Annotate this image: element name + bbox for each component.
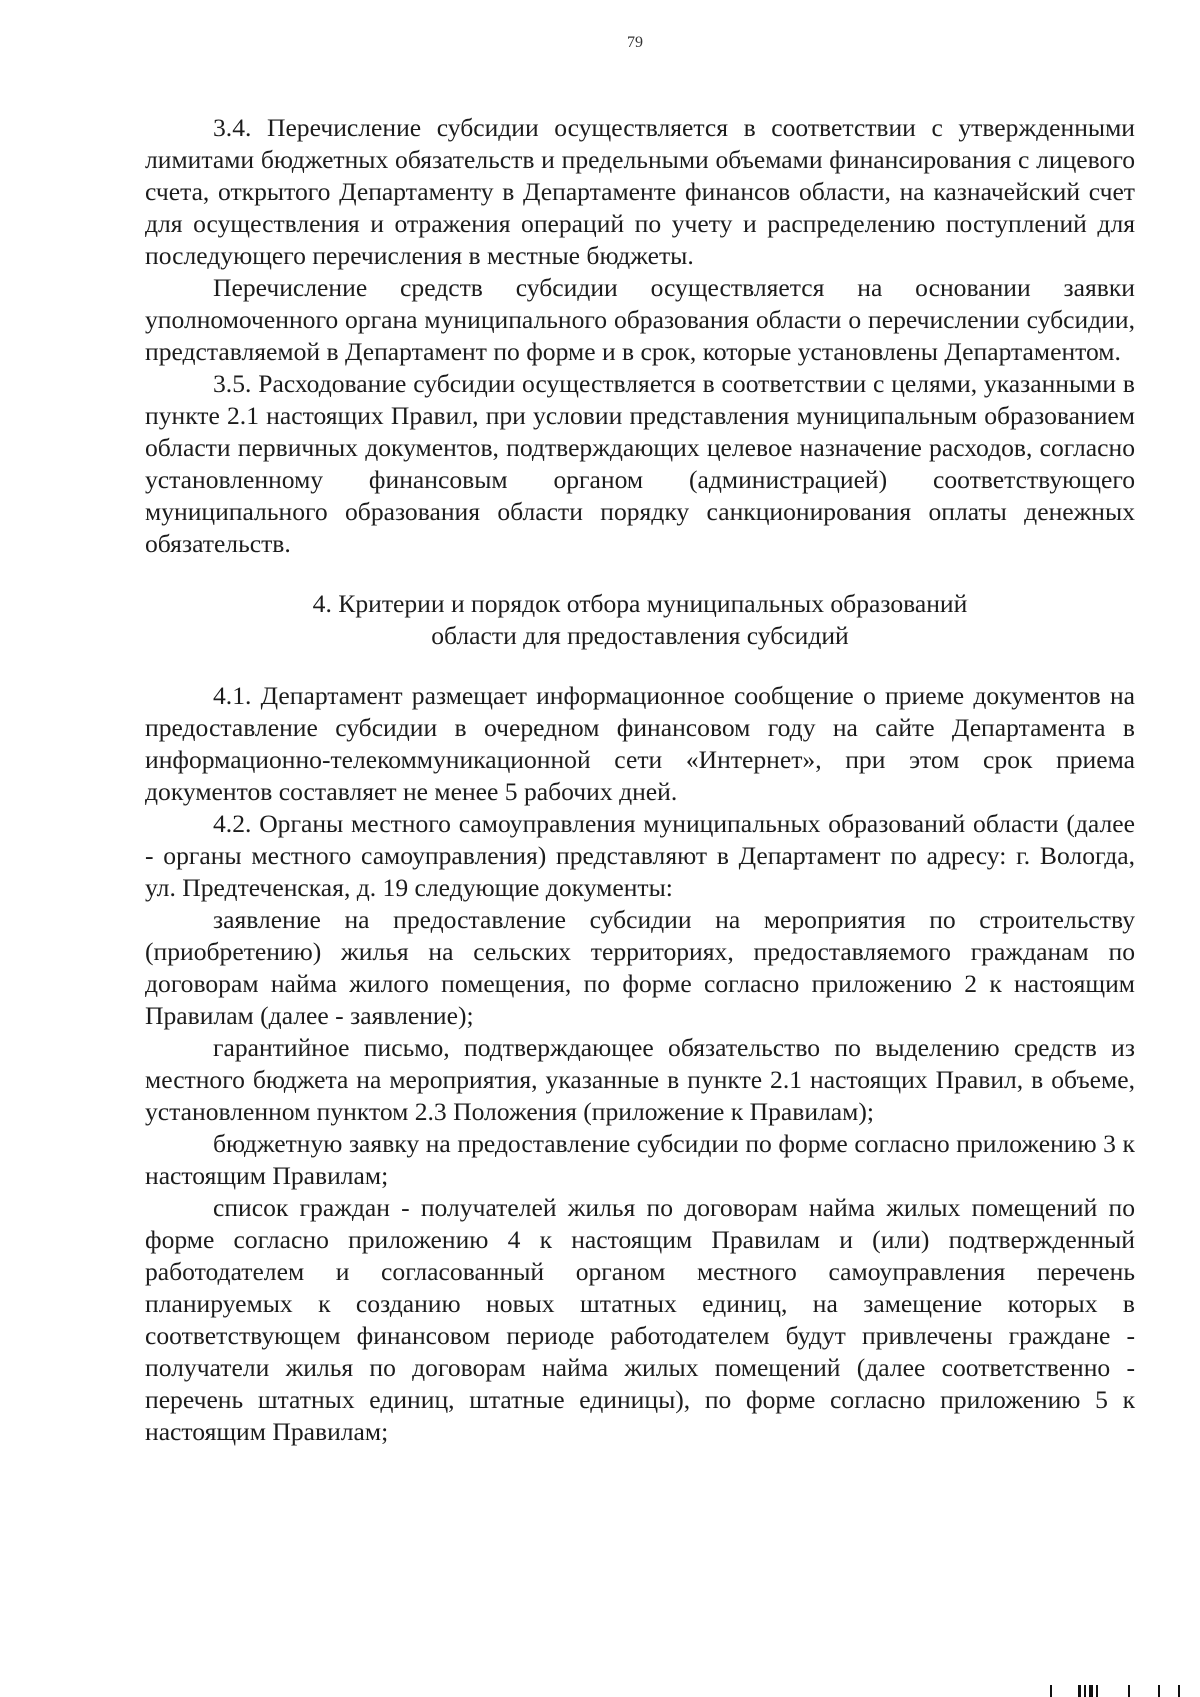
list-item-application: заявление на предоставление субсидии на мероприятия по строительству (приобретению) жилья на сельских территориях, предоставляемого гражданам по договорам найма жилого помещения, по форме согласно приложению 2 к настоящим Правилам (далее - заявление); (145, 905, 1135, 1030)
section-heading-line-1: 4. Критерии и порядок отбора муниципальных образований (312, 589, 968, 618)
paragraph-3-5: 3.5. Расходование субсидии осуществляется в соответствии с целями, указанными в пункте 2.1 настоящих Правил, при условии представления муниципальным образованием области первичных документов, подтверждающих целевое назначение расходов, согласно установленному финансовым органом (администрацией) соответствующего муниципального образования области порядку санкционирования оплаты денежных обязательств. (145, 369, 1135, 558)
paragraph-4-2: 4.2. Органы местного самоуправления муниципальных образований области (далее - органы местного самоуправления) представляют в Департамент по адресу: г. Вологда, ул. Предтеченская, д. 19 следующие документы: (145, 809, 1135, 902)
list-item-guarantee-letter: гарантийное письмо, подтверждающее обязательство по выделению средств из местного бюджета на мероприятия, указанные в пункте 2.1 настоящих Правил, в объеме, установленном пунктом 2.3 Положения (приложение к Правилам); (145, 1033, 1135, 1126)
page-number: 79 (627, 34, 643, 51)
section-heading-line-2: области для предоставления субсидий (431, 621, 849, 650)
list-item-budget-request: бюджетную заявку на предоставление субсидии по форме согласно приложению 3 к настоящим Правилам; (145, 1129, 1135, 1190)
section-heading (145, 588, 1135, 652)
document-body (145, 112, 1135, 1448)
paragraph-3-4-transfer: Перечисление средств субсидии осуществляется на основании заявки уполномоченного органа муниципального образования области о перечислении субсидии, представляемой в Департамент по форме и в срок, которые установлены Департаментом. (145, 273, 1135, 366)
paragraph-4-1: 4.1. Департамент размещает информационное сообщение о приеме документов на предоставление субсидии в очередном финансовом году на сайте Департамента в информационно-телекоммуникационной сети «Интернет», при этом срок приема документов составляет не менее 5 рабочих дней. (145, 681, 1135, 806)
list-item-citizens-list: список граждан - получателей жилья по договорам найма жилых помещений по форме согласно приложению 4 к настоящим Правилам и (или) подтвержденный работодателем и согласованный органом местного самоуправления перечень планируемых к созданию новых штатных единиц, на замещение которых в соответствующем финансовом периоде работодателем будут привлечены граждане - получатели жилья по договорам найма жилых помещений (далее соответственно - перечень штатных единиц, штатные единицы), по форме согласно приложению 5 к настоящим Правилам; (145, 1193, 1135, 1446)
barcode-fragment (1048, 1681, 1188, 1697)
paragraph-3-4: 3.4. Перечисление субсидии осуществляется в соответствии с утвержденными лимитами бюджетных обязательств и предельными объемами финансирования с лицевого счета, открытого Департаменту в Департаменте финансов области, на казначейский счет для осуществления и отражения операций по учету и распределению поступлений для последующего перечисления в местные бюджеты. (145, 113, 1135, 270)
